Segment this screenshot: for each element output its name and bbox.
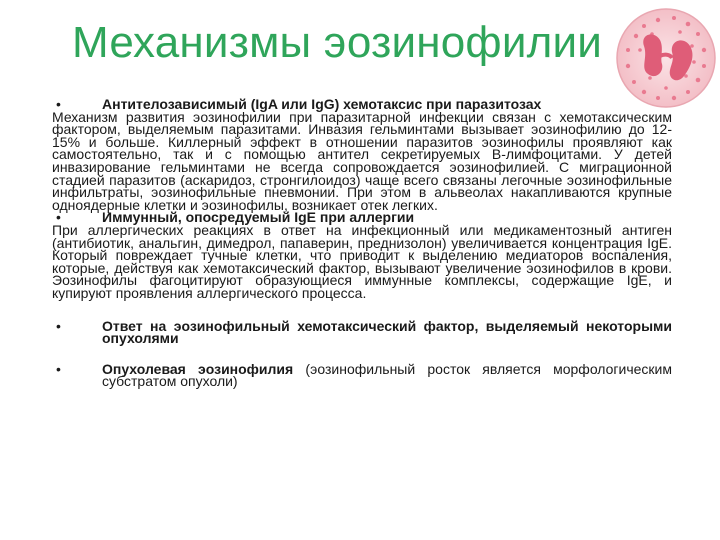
section2-body: При аллергических реакциях в ответ на инфекционный или медикаментозный антиген (антибиотик, анальгин, димедрол, папаверин, преднизолон) увеличивается концентрация IgE. Который повреждает тучные клетки, что приводит к выделению медиаторов воспаления, которые, действуя как хемотаксический фактор, вызывают увеличение эозинофилов в крови. Эозинофилы фагоцитируют образующиеся иммунные комплексы, содержащие IgE, и купируют проявления аллергического процесса. [52,221,672,301]
slide-content [52,98,672,388]
bullet-tumor-chemotaxis [52,317,672,347]
bullet-marker: • [56,360,61,377]
slide-title: Механизмы эозинофилии [72,18,603,67]
bullet-tumor-eosinophilia [52,360,672,390]
bullet-heading-immune [52,211,672,224]
section1-heading: Антителозависимый (IgA или IgG) хемотаксис при паразитозах [102,96,542,112]
section1-body: Механизм развития эозинофилии при паразитарной инфекции связан с хемотаксическим фактором, выделяемым паразитами. Инвазия гельминтами вызывает эозинофилию до 12-15% и больше. Киллерный эффект в отношении паразитов эозинофилы проявляют как самостоятельно, так и с помощью антител секретируемых В-лимфоцитами. У детей инвазирование гельминтами не всегда сопровождается эозинофилией. С миграционной стадией паразитов (аскаридоз, стронгилоидоз) чаще всего связаны легочные эозинофильные инфильтраты, эозинофильные пневмонии. При этом в альвеолах накапливаются крупные одноядерные клетки и эозинофилы, возникает отек легких. [52,108,672,213]
eosinophil-cell-icon [614,6,718,110]
bullet-marker: • [56,96,61,112]
bullet4-normal-text: (эозинофильный росток является морфологическим субстратом опухоли) [102,360,672,390]
bullet-marker: • [56,209,61,226]
bullet-heading-antibody [52,98,672,111]
bullet-marker: • [56,317,61,334]
section2-heading: Иммунный, опосредуемый IgE при аллергии [102,209,415,226]
bullet3-text: Ответ на эозинофильный хемотаксический фактор, выделяемый некоторыми опухолями [102,317,672,347]
bullet4-bold-text: Опухолевая эозинофилия [102,360,294,377]
